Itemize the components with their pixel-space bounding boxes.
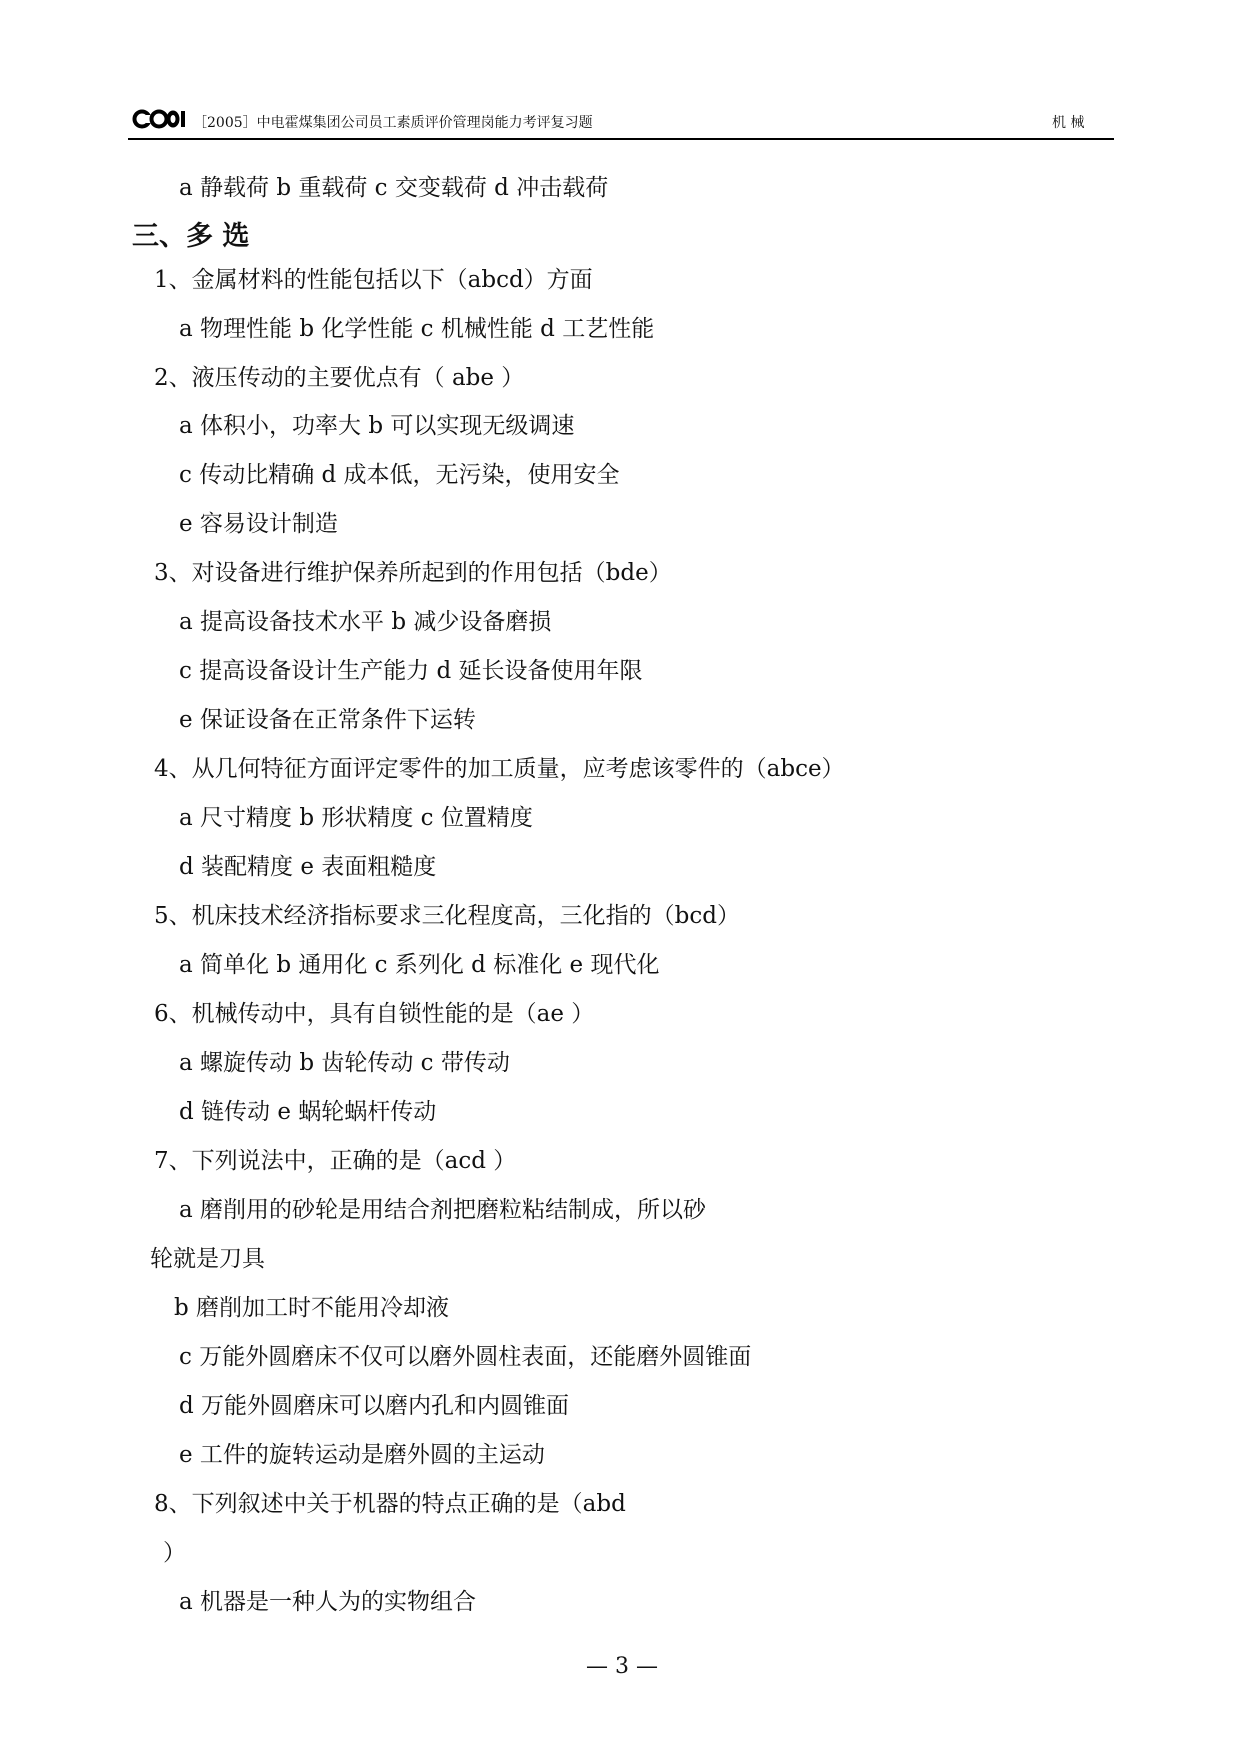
question-line: 1、金属材料的性能包括以下（abcd）方面 [154,267,593,293]
option-line: a 物理性能 b 化学性能 c 机械性能 d 工艺性能 [179,316,655,342]
option-line: e 工件的旋转运动是磨外圆的主运动 [179,1442,545,1468]
section-heading: 三、多 选 [132,221,250,252]
option-line: a 提高设备技术水平 b 减少设备磨损 [179,609,552,635]
question-line: 8、下列叙述中关于机器的特点正确的是（abd [154,1491,626,1517]
option-line: a 尺寸精度 b 形状精度 c 位置精度 [179,805,533,831]
option-line: c 传动比精确 d 成本低，无污染，使用安全 [179,462,620,488]
option-line: a 体积小，功率大 b 可以实现无级调速 [179,413,575,439]
header-subject-label: 机 械 [1052,115,1085,131]
option-line: e 保证设备在正常条件下运转 [179,707,476,733]
question-line: 4、从几何特征方面评定零件的加工质量，应考虑该零件的（abce） [154,756,845,782]
question-line: 6、机械传动中，具有自锁性能的是（ae ） [154,1001,595,1027]
question-line: 5、机床技术经济指标要求三化程度高，三化指的（bcd） [154,903,740,929]
option-line: a 简单化 b 通用化 c 系列化 d 标准化 e 现代化 [179,952,660,978]
option-line: a 静载荷 b 重载荷 c 交变载荷 d 冲击载荷 [179,175,609,201]
option-line: c 万能外圆磨床不仅可以磨外圆柱表面，还能磨外圆锥面 [179,1344,752,1370]
option-continuation-line: 轮就是刀具 [150,1246,265,1272]
option-line: d 万能外圆磨床可以磨内孔和内圆锥面 [179,1393,570,1419]
option-line: b 磨削加工时不能用冷却液 [174,1295,450,1321]
option-line: d 装配精度 e 表面粗糙度 [179,854,437,880]
option-line: c 提高设备设计生产能力 d 延长设备使用年限 [179,658,643,684]
option-line: a 机器是一种人为的实物组合 [179,1589,477,1615]
option-line: a 螺旋传动 b 齿轮传动 c 带传动 [179,1050,510,1076]
question-line: 3、对设备进行维护保养所起到的作用包括（bde） [154,560,672,586]
page-number: — 3 — [586,1654,658,1679]
question-continuation-line: ） [163,1540,186,1566]
question-line: 7、下列说法中，正确的是（acd ） [154,1148,517,1174]
question-line: 2、液压传动的主要优点有（ abe ） [154,365,525,391]
option-line: a 磨削用的砂轮是用结合剂把磨粒粘结制成，所以砂 [179,1197,707,1223]
option-line: e 容易设计制造 [179,511,338,537]
option-line: d 链传动 e 蜗轮蜗杆传动 [179,1099,437,1125]
header-title: ［2005］中电霍煤集团公司员工素质评价管理岗能力考评复习题 [193,115,593,131]
